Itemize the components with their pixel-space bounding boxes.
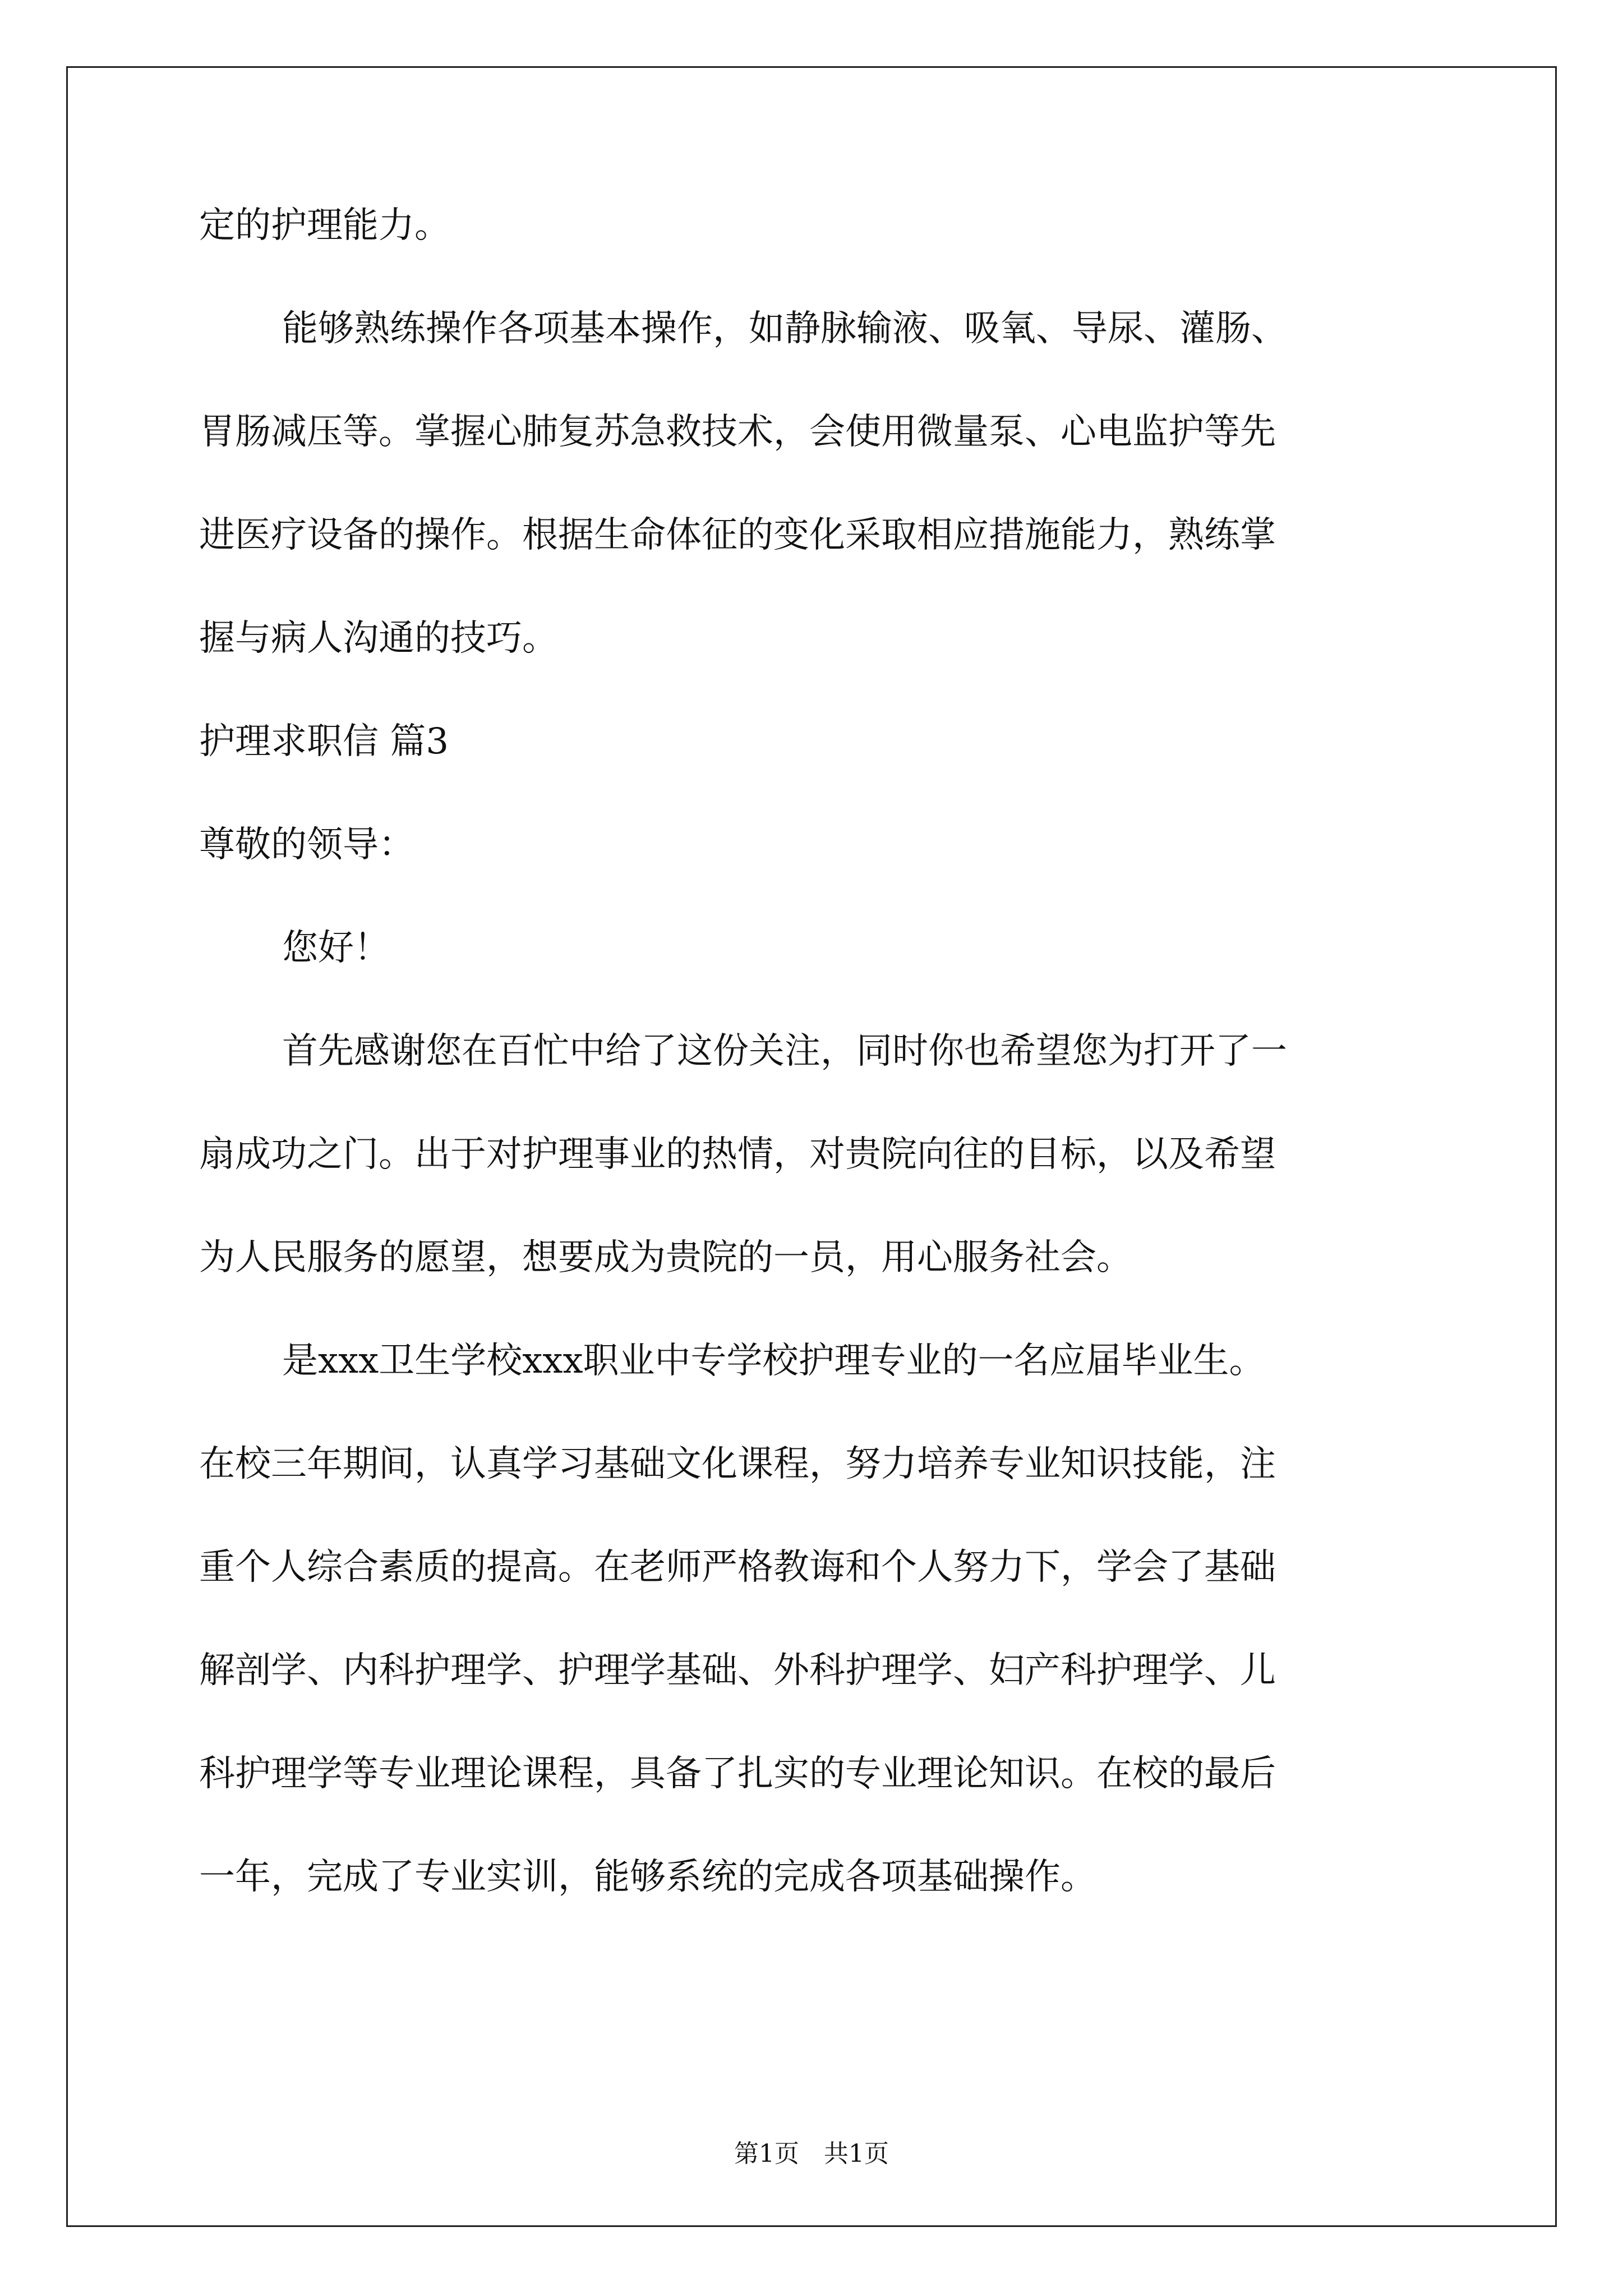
body-line: 握与病人沟通的技巧。: [199, 618, 558, 659]
salutation: 尊敬的领导：: [199, 824, 414, 866]
page-footer: 第1页 共1页: [734, 2139, 889, 2168]
body-line: 重个人综合素质的提高。在老师严格教诲和个人努力下，学会了基础: [199, 1547, 1276, 1588]
body-line: 进医疗设备的操作。根据生命体征的变化采取相应措施能力，熟练掌: [199, 514, 1276, 556]
body-line: 科护理学等专业理论课程，具备了扎实的专业理论知识。在校的最后: [199, 1753, 1276, 1795]
body-line: 扇成功之门。出于对护理事业的热情，对贵院向往的目标，以及希望: [199, 1134, 1276, 1175]
paragraph-line: 能够熟练操作各项基本操作，如静脉输液、吸氧、导尿、灌肠、: [282, 308, 1287, 349]
body-line: 一年，完成了专业实训，能够系统的完成各项基础操作。: [199, 1856, 1096, 1898]
body-line: 定的护理能力。: [199, 205, 450, 246]
section-heading: 护理求职信 篇3: [199, 721, 449, 762]
body-line: 解剖学、内科护理学、护理学基础、外科护理学、妇产科护理学、儿: [199, 1650, 1276, 1691]
body-line: 为人民服务的愿望，想要成为贵院的一员，用心服务社会。: [199, 1237, 1132, 1278]
body-line: 在校三年期间，认真学习基础文化课程，努力培养专业知识技能，注: [199, 1443, 1276, 1485]
paragraph-line: 是xxx卫生学校xxx职业中专学校护理专业的一名应届毕业生。: [282, 1340, 1265, 1382]
body-line: 胃肠减压等。掌握心肺复苏急救技术，会使用微量泵、心电监护等先: [199, 411, 1276, 453]
greeting: 您好！: [282, 927, 390, 969]
paragraph-line: 首先感谢您在百忙中给了这份关注，同时你也希望您为打开了一: [282, 1030, 1287, 1072]
